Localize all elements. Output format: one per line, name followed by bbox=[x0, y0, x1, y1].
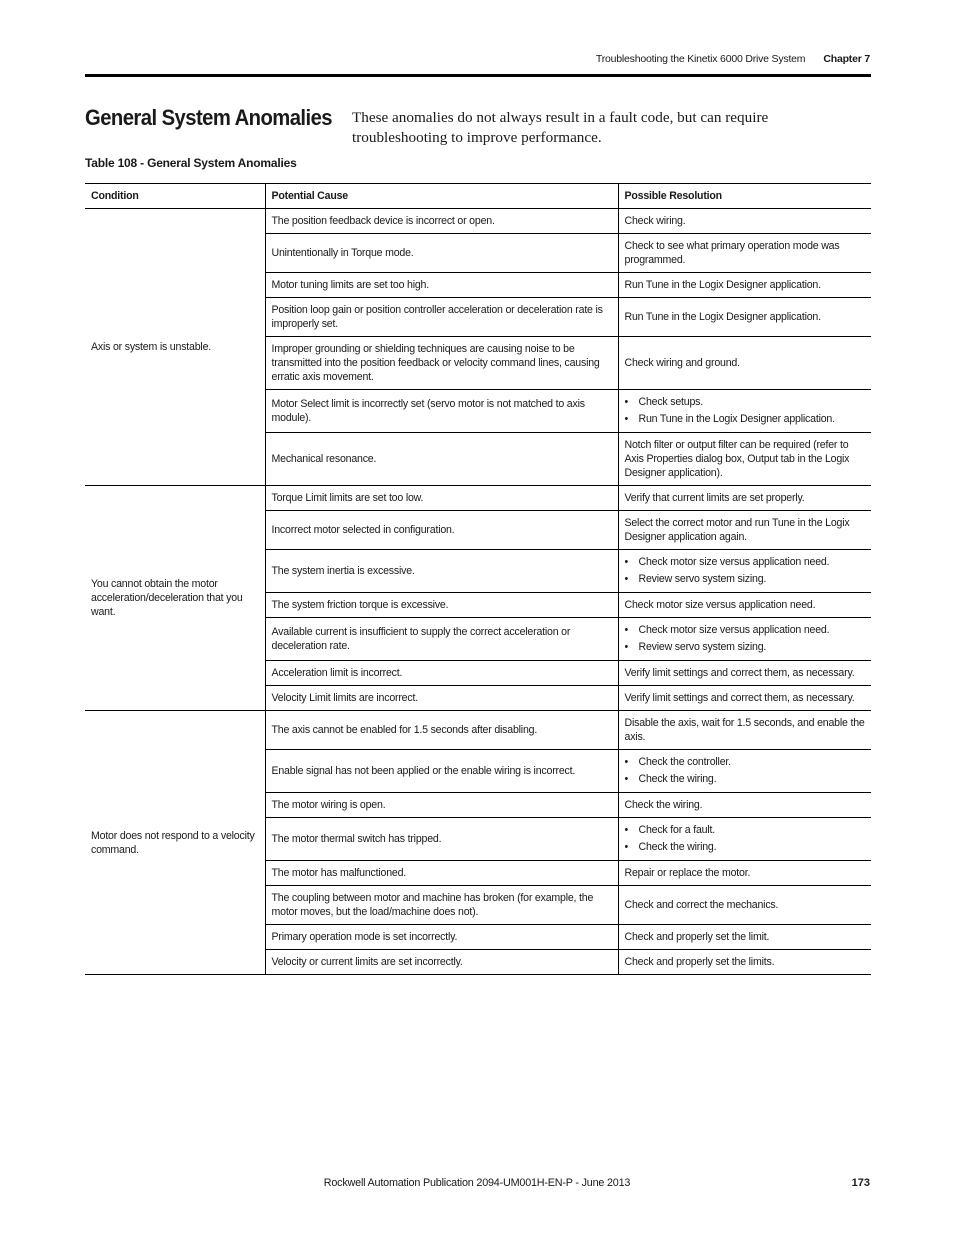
condition-cell: Axis or system is unstable. bbox=[85, 209, 265, 486]
resolution-bullet-list bbox=[625, 622, 866, 656]
resolution-bullet-item: • Check motor size versus application need. bbox=[625, 622, 866, 639]
possible-resolution-cell: Notch filter or output filter can be required (refer to Axis Properties dialog box, Output tab in the Logix Designer application). bbox=[618, 433, 871, 486]
chapter-label: Chapter 7 bbox=[823, 53, 870, 65]
potential-cause-cell: The motor wiring is open. bbox=[265, 793, 618, 818]
possible-resolution-cell bbox=[618, 618, 871, 661]
possible-resolution-cell: Check wiring. bbox=[618, 209, 871, 234]
table-row bbox=[85, 209, 871, 234]
condition-cell: You cannot obtain the motor acceleration/deceleration that you want. bbox=[85, 486, 265, 711]
potential-cause-cell: Primary operation mode is set incorrectly. bbox=[265, 925, 618, 950]
possible-resolution-cell: Check and correct the mechanics. bbox=[618, 886, 871, 925]
possible-resolution-cell: Check wiring and ground. bbox=[618, 337, 871, 390]
potential-cause-cell: Motor Select limit is incorrectly set (servo motor is not matched to axis module). bbox=[265, 390, 618, 433]
possible-resolution-cell: Select the correct motor and run Tune in the Logix Designer application again. bbox=[618, 511, 871, 550]
potential-cause-cell: Position loop gain or position controller acceleration or deceleration rate is improperly set. bbox=[265, 298, 618, 337]
resolution-bullet-list bbox=[625, 554, 866, 588]
table-row bbox=[85, 711, 871, 750]
potential-cause-cell: Unintentionally in Torque mode. bbox=[265, 234, 618, 273]
possible-resolution-cell: Repair or replace the motor. bbox=[618, 861, 871, 886]
potential-cause-cell: The system friction torque is excessive. bbox=[265, 593, 618, 618]
section-title: General System Anomalies bbox=[85, 105, 332, 130]
possible-resolution-cell: Run Tune in the Logix Designer application. bbox=[618, 273, 871, 298]
possible-resolution-cell bbox=[618, 550, 871, 593]
possible-resolution-cell: Verify that current limits are set properly. bbox=[618, 486, 871, 511]
potential-cause-cell: The coupling between motor and machine has broken (for example, the motor moves, but the load/machine does not). bbox=[265, 886, 618, 925]
potential-cause-cell: The position feedback device is incorrect or open. bbox=[265, 209, 618, 234]
resolution-bullet-item: • Check for a fault. bbox=[625, 822, 866, 839]
anomalies-table bbox=[85, 183, 871, 975]
resolution-bullet-list bbox=[625, 394, 866, 428]
column-header-possible-resolution: Possible Resolution bbox=[618, 184, 871, 209]
possible-resolution-cell bbox=[618, 390, 871, 433]
table-header-row bbox=[85, 184, 871, 209]
footer-publication: Rockwell Automation Publication 2094-UM001H-EN-P - June 2013 bbox=[323, 1177, 631, 1189]
potential-cause-cell: The motor thermal switch has tripped. bbox=[265, 818, 618, 861]
resolution-bullet-item: • Check motor size versus application need. bbox=[625, 554, 866, 571]
potential-cause-cell: The system inertia is excessive. bbox=[265, 550, 618, 593]
potential-cause-cell: Improper grounding or shielding techniques are causing noise to be transmitted into the position feedback or velocity command lines, causing erratic axis movement. bbox=[265, 337, 618, 390]
column-header-condition: Condition bbox=[85, 184, 265, 209]
resolution-bullet-list bbox=[625, 754, 866, 788]
possible-resolution-cell: Disable the axis, wait for 1.5 seconds, and enable the axis. bbox=[618, 711, 871, 750]
resolution-bullet-item: • Check the wiring. bbox=[625, 839, 866, 856]
potential-cause-cell: Torque Limit limits are set too low. bbox=[265, 486, 618, 511]
possible-resolution-cell bbox=[618, 750, 871, 793]
potential-cause-cell: Velocity Limit limits are incorrect. bbox=[265, 686, 618, 711]
table-body bbox=[85, 209, 871, 975]
resolution-bullet-item: • Review servo system sizing. bbox=[625, 639, 866, 656]
possible-resolution-cell: Verify limit settings and correct them, as necessary. bbox=[618, 661, 871, 686]
possible-resolution-cell: Check to see what primary operation mode was programmed. bbox=[618, 234, 871, 273]
possible-resolution-cell: Verify limit settings and correct them, as necessary. bbox=[618, 686, 871, 711]
potential-cause-cell: The axis cannot be enabled for 1.5 seconds after disabling. bbox=[265, 711, 618, 750]
table-row bbox=[85, 486, 871, 511]
possible-resolution-cell: Check motor size versus application need. bbox=[618, 593, 871, 618]
running-title: Troubleshooting the Kinetix 6000 Drive System bbox=[595, 53, 806, 65]
potential-cause-cell: Enable signal has not been applied or the enable wiring is incorrect. bbox=[265, 750, 618, 793]
potential-cause-cell: Mechanical resonance. bbox=[265, 433, 618, 486]
possible-resolution-cell: Run Tune in the Logix Designer application. bbox=[618, 298, 871, 337]
potential-cause-cell: Velocity or current limits are set incorrectly. bbox=[265, 950, 618, 975]
possible-resolution-cell bbox=[618, 818, 871, 861]
resolution-bullet-item: • Check the wiring. bbox=[625, 771, 866, 788]
resolution-bullet-item: • Run Tune in the Logix Designer application. bbox=[625, 411, 866, 428]
potential-cause-cell: Incorrect motor selected in configuration. bbox=[265, 511, 618, 550]
condition-cell: Motor does not respond to a velocity command. bbox=[85, 711, 265, 975]
resolution-bullet-item: • Review servo system sizing. bbox=[625, 571, 866, 588]
possible-resolution-cell: Check the wiring. bbox=[618, 793, 871, 818]
resolution-bullet-list bbox=[625, 822, 866, 856]
page-number: 173 bbox=[851, 1177, 870, 1189]
potential-cause-cell: Motor tuning limits are set too high. bbox=[265, 273, 618, 298]
possible-resolution-cell: Check and properly set the limit. bbox=[618, 925, 871, 950]
potential-cause-cell: Available current is insufficient to supply the correct acceleration or deceleration rate. bbox=[265, 618, 618, 661]
resolution-bullet-item: • Check setups. bbox=[625, 394, 866, 411]
table-caption: Table 108 - General System Anomalies bbox=[85, 156, 297, 170]
running-header bbox=[596, 53, 870, 65]
potential-cause-cell: The motor has malfunctioned. bbox=[265, 861, 618, 886]
section-intro: These anomalies do not always result in a fault code, but can require troubleshooting to improve performance. bbox=[352, 109, 769, 146]
header-rule bbox=[85, 74, 871, 77]
possible-resolution-cell: Check and properly set the limits. bbox=[618, 950, 871, 975]
potential-cause-cell: Acceleration limit is incorrect. bbox=[265, 661, 618, 686]
column-header-potential-cause: Potential Cause bbox=[265, 184, 618, 209]
resolution-bullet-item: • Check the controller. bbox=[625, 754, 866, 771]
